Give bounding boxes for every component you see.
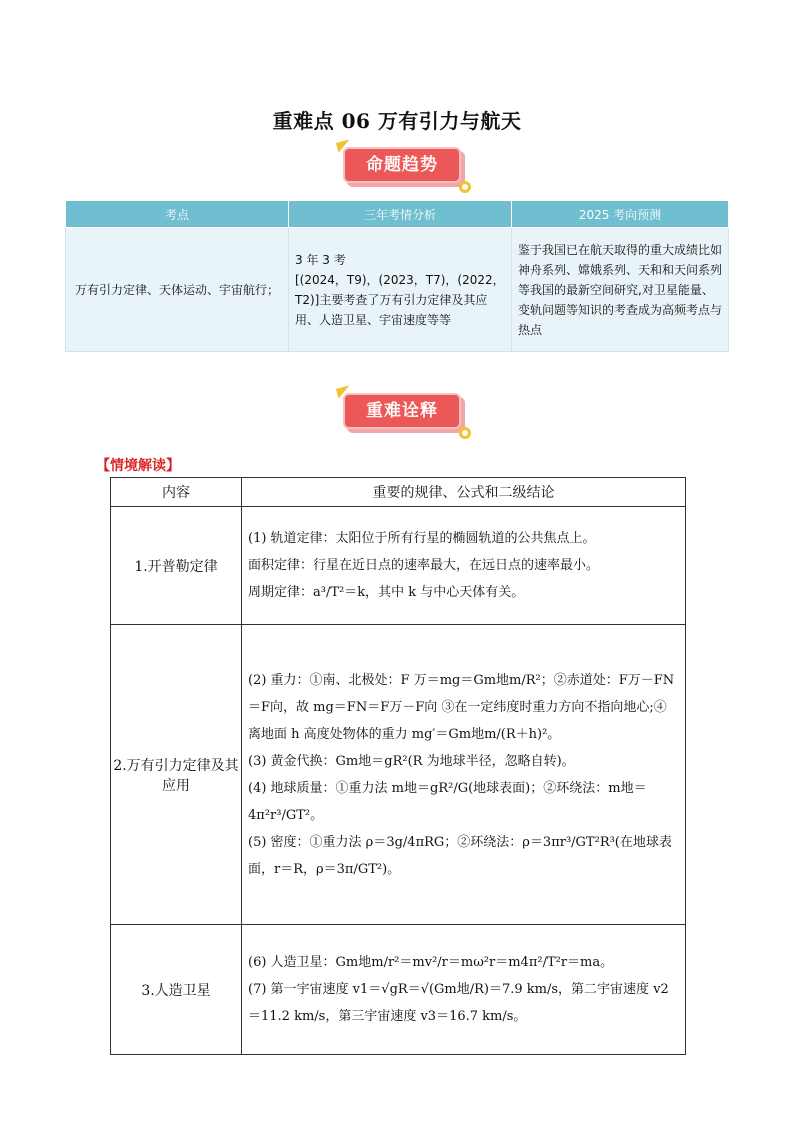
trend-header-analysis: 三年考情分析 [289, 201, 512, 228]
explain-banner-label: 重难诠释 [343, 393, 461, 429]
rule-line: 面积定律：行星在近日点的速率最大，在远日点的速率最小。 [248, 558, 600, 573]
rule-content-satellite [242, 925, 686, 1055]
page-title: 重难点 06 万有引力与航天 [272, 109, 522, 133]
trend-analysis-detail: [(2024，T9)，(2023，T7)，(2022，T2)]主要考查了万有引力定律及其应用、人造卫星、宇宙速度等等 [295, 272, 505, 327]
trend-topic: 万有引力定律、天体运动、宇宙航行； [66, 228, 289, 352]
trend-analysis [289, 228, 512, 352]
trend-banner [343, 147, 471, 191]
trend-analysis-count: 3 年 3 考 [295, 252, 346, 267]
rule-line: (4) 地球质量：①重力法 m地＝gR²/G(地球表面)；②环绕法：m地＝4π²r³/GT²。 [248, 780, 647, 823]
rules-table [110, 477, 686, 1055]
rule-name-kepler: 1.开普勒定律 [111, 507, 242, 625]
trend-header-topic: 考点 [66, 201, 289, 228]
rules-header-content: 内容 [111, 478, 242, 507]
rule-line: (2) 重力：①南、北极处：F 万＝mg＝Gm地m/R²；②赤道处：F万－FN＝F向，故 mg＝FN＝F万－F向 ③在一定纬度时重力方向不指向地心;④离地面 h 高度处物体的重力 mg′＝Gm地m/(R＋h)²。 [248, 672, 675, 742]
section-label: 【情境解读】 [96, 458, 180, 474]
rule-line: (5) 密度：①重力法 ρ＝3g/4πRG；②环绕法：ρ＝3πr³/GT²R³(在地球表面，r＝R，ρ＝3π/GT²)。 [248, 834, 672, 877]
rule-content-gravitation [242, 625, 686, 925]
rule-content-kepler [242, 507, 686, 625]
explain-banner [343, 393, 471, 437]
rule-line: (1) 轨道定律：太阳位于所有行星的椭圆轨道的公共焦点上。 [248, 531, 596, 546]
rule-line: 周期定律：a³/T²＝k，其中 k 与中心天体有关。 [248, 585, 525, 600]
ring-icon [459, 427, 471, 439]
rule-line: (7) 第一宇宙速度 v1＝√gR＝√(Gm地/R)＝7.9 km/s，第二宇宙速度 v2＝11.2 km/s，第三宇宙速度 v3＝16.7 km/s。 [248, 982, 669, 1024]
trend-banner-label: 命题趋势 [343, 147, 461, 183]
rule-line: (6) 人造卫星：Gm地m/r²＝mv²/r＝mω²r＝m4π²/T²r＝ma。 [248, 955, 614, 970]
trend-header-forecast: 2025 考向预测 [512, 201, 729, 228]
rule-line: (3) 黄金代换：Gm地＝gR²(R 为地球半径，忽略自转)。 [248, 753, 575, 769]
ring-icon [459, 181, 471, 193]
rule-name-satellite: 3.人造卫星 [111, 925, 242, 1055]
trend-forecast: 鉴于我国已在航天取得的重大成绩比如神舟系列、嫦娥系列、天和和天问系列等我国的最新空间研究,对卫星能量、变轨问题等知识的考查成为高频考点与热点 [512, 228, 729, 352]
trend-table [65, 200, 729, 352]
rule-name-gravitation: 2.万有引力定律及其应用 [111, 625, 242, 925]
rules-header-rules: 重要的规律、公式和二级结论 [242, 478, 686, 507]
